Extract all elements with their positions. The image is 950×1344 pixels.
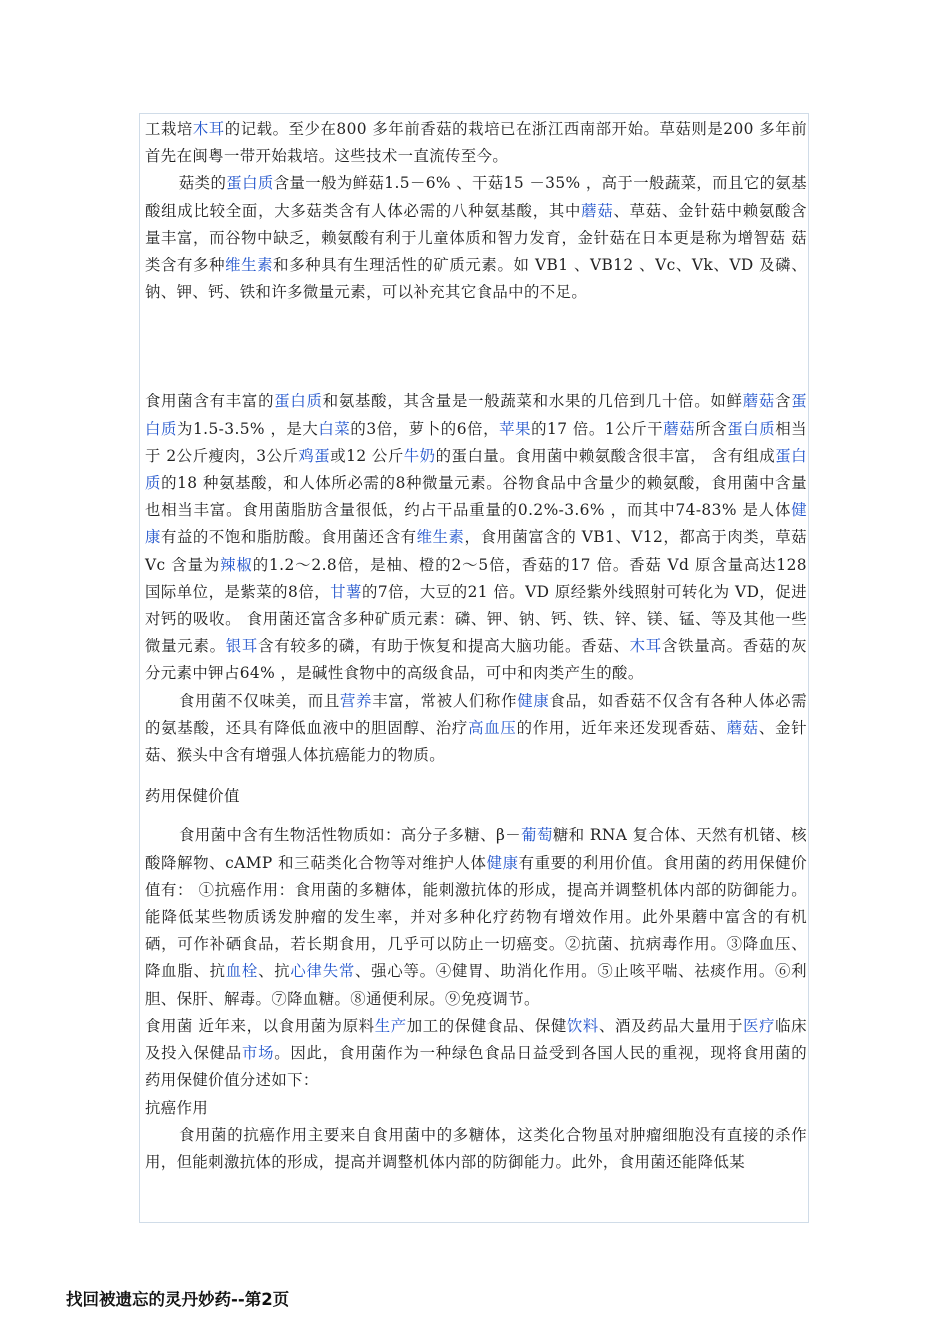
- section-heading: 抗癌作用: [145, 1098, 209, 1117]
- text-run: 的7倍，大豆的21 倍。VD 原经紫外线照射可转化为 VD，促进对钙的吸收。 食用菌还富含多种矿质元素：磷、钾、钠、钙、铁、锌、镁、锰、等及其他一些微量元素。: [145, 582, 807, 656]
- text-run: 的记载。至少在800 多年前香菇的栽培已在浙江西南部开始。草菇则是200 多年前首先在闽粤一带开始栽培。这些技术一直流传至今。: [145, 120, 807, 166]
- paragraph: [145, 1013, 807, 1095]
- inline-link[interactable]: 蘑菇: [663, 419, 696, 438]
- section-heading: 药用保健价值: [145, 787, 240, 806]
- inline-link[interactable]: 苹果: [499, 419, 532, 438]
- text-run: 含: [775, 392, 792, 411]
- text-run: 和氨基酸，其含量是一般蔬菜和水果的几倍到几十倍。如鲜: [322, 392, 743, 411]
- text-run: 食用菌不仅味美，而且: [178, 691, 341, 710]
- inline-link[interactable]: 健康: [145, 501, 807, 547]
- inline-link[interactable]: 蛋白质: [145, 446, 807, 493]
- text-run: 含量一般为鲜菇1.5－6% 、干菇15 －35% ，高于一般蔬菜，而且它的氨基酸组成比较全面，大多菇类含有人体必需的八种氨基酸，其中: [145, 174, 808, 220]
- paragraph: [145, 170, 807, 306]
- text-run: 丰富，常被人们称作: [372, 691, 518, 710]
- text-run: 和多种具有生理活性的矿质元素。如 VB1 、VB12 、Vc、Vk、VD 及磷、钠、钾、钙、铁和许多微量元素，可以补充其它食品中的不足。: [145, 256, 807, 302]
- text-run: 的17 倍。1公斤干: [531, 419, 664, 438]
- text-run: 食用菌 近年来，以食用菌为原料: [145, 1016, 375, 1035]
- text-run: 、酒及药品大量用于: [598, 1016, 744, 1035]
- text-run: 、抗: [258, 962, 291, 981]
- inline-link[interactable]: 甘薯: [330, 582, 362, 601]
- inline-link[interactable]: 蛋白质: [145, 392, 807, 438]
- paragraph: [145, 688, 807, 770]
- text-run: 、金针菇、猴头中含有增强人体抗癌能力的物质。: [145, 718, 807, 765]
- text-run: 菇类的: [178, 174, 227, 193]
- text-run: 含铁量高。香菇的灰分元素中钾占64% ，是碱性食物中的高级食品，可中和肉类产生的酸。: [145, 637, 807, 683]
- inline-link[interactable]: 牛奶: [403, 446, 436, 465]
- inline-link[interactable]: 木耳: [629, 637, 662, 656]
- text-run: 的蛋白量。食用菌中赖氨酸含很丰富， 含有组成: [435, 446, 776, 465]
- document-body: [145, 116, 807, 1176]
- inline-link[interactable]: 辣椒: [220, 555, 253, 574]
- text-run: 的18 种氨基酸，和人体所必需的8种微量元素。谷物食品中含量少的赖氨酸，食用菌中含量也相当丰富。食用菌脂肪含量很低，约占干品重量的0.2%-3.6% ，而其中74-83% 是人体: [145, 474, 807, 520]
- inline-link[interactable]: 维生素: [225, 256, 274, 275]
- inline-link[interactable]: 市场: [241, 1044, 275, 1063]
- text-run: 糖和 RNA 复合体、天然有机锗、核酸降解物、cAMP 和三萜类化合物等对维护人体: [145, 826, 807, 872]
- inline-link[interactable]: 蘑菇: [742, 392, 776, 411]
- text-run: 、强心等。④健胃、助消化作用。⑤止咳平喘、祛痰作用。⑥利胆、保肝、解毒。⑦降血糖。⑧通便利尿。⑨免疫调节。: [145, 962, 807, 1008]
- text-run: 加工的保健食品、保健: [406, 1016, 567, 1035]
- text-run: 为1.5-3.5% ，是大: [176, 419, 319, 438]
- text-run: 相当于 2公斤瘦肉，3公斤: [145, 419, 807, 465]
- inline-link[interactable]: 高血压: [468, 718, 517, 737]
- inline-link[interactable]: 蛋白质: [274, 392, 323, 411]
- inline-link[interactable]: 医疗: [743, 1016, 776, 1035]
- inline-link[interactable]: 营养: [340, 691, 373, 710]
- text-run: 有重要的利用价值。食用菌的药用保健价值有： ①抗癌作用：食用菌的多糖体，能刺激抗体的形成，提高并调整机体内部的防御能力。能降低某些物质诱发肿瘤的发生率，并对多种化疗药物有增效作用。此外果蘑中富含的有机硒，可作补硒食品，若长期食用，几乎可以防止一切癌变。②抗菌、抗病毒作用。③降血压、降血脂、抗: [145, 853, 807, 981]
- inline-link[interactable]: 木耳: [192, 120, 225, 138]
- text-run: 工栽培: [145, 120, 193, 138]
- text-run: 的作用，近年来还发现香菇、: [516, 718, 727, 737]
- inline-link[interactable]: 白菜: [318, 419, 351, 438]
- inline-link[interactable]: 蛋白质: [226, 174, 274, 193]
- spacer: [145, 810, 807, 822]
- text-run: 食用菌含有丰富的: [145, 392, 275, 411]
- inline-link[interactable]: 蘑菇: [581, 201, 614, 220]
- inline-link[interactable]: 鸡蛋: [298, 446, 331, 465]
- page-footer: 找回被遗忘的灵丹妙药--第2页: [66, 1290, 290, 1309]
- inline-link[interactable]: 血栓: [225, 962, 259, 981]
- text-run: 或12 公斤: [330, 446, 404, 465]
- text-run: 有益的不饱和脂肪酸。食用菌还含有: [160, 528, 417, 547]
- text-run: 所含: [695, 419, 728, 438]
- inline-link[interactable]: 心律失常: [290, 962, 356, 981]
- paragraph: [145, 1122, 807, 1176]
- text-run: 。因此，食用菌作为一种绿色食品日益受到各国人民的重视，现将食用菌的药用保健价值分述如下：: [145, 1044, 807, 1090]
- text-run: 含有较多的磷，有助于恢复和提高大脑功能。香菇、: [258, 637, 630, 656]
- text-run: 食用菌中含有生物活性物质如：高分子多糖、β－: [178, 826, 522, 845]
- paragraph: [145, 822, 807, 1012]
- inline-link[interactable]: 维生素: [416, 528, 465, 547]
- text-run: ，食用菌富含的 VB1、V12，都高于肉类，草菇 Vc 含量为: [145, 528, 807, 574]
- text-run: 食用菌的抗癌作用主要来自食用菌中的多糖体，这类化合物虽对肿瘤细胞没有直接的杀作用，但能刺激抗体的形成，提高并调整机体内部的防御能力。此外，食用菌还能降低某: [145, 1125, 807, 1171]
- inline-link[interactable]: 蛋白质: [727, 419, 776, 438]
- inline-link[interactable]: 饮料: [566, 1016, 599, 1035]
- inline-link[interactable]: 蘑菇: [726, 718, 759, 737]
- text-run: 食品，如香菇不仅含有各种人体必需的氨基酸，还具有降低血液中的胆固醇、治疗: [145, 691, 807, 737]
- text-run: 、草菇、金针菇中赖氨酸含量丰富，而谷物中缺乏，赖氨酸有利于儿童体质和智力发育，金针菇在日本更是称为增智菇 菇类含有多种: [145, 201, 807, 275]
- inline-link[interactable]: 健康: [486, 853, 519, 872]
- blank-space: [145, 306, 807, 388]
- inline-link[interactable]: 生产: [374, 1016, 407, 1035]
- paragraph: [145, 116, 807, 170]
- inline-link[interactable]: 健康: [517, 691, 550, 710]
- inline-link[interactable]: 葡萄: [521, 826, 553, 845]
- spacer: [145, 769, 807, 783]
- text-run: 临床及投入保健品: [145, 1016, 807, 1063]
- inline-link[interactable]: 银耳: [225, 637, 259, 656]
- paragraph: [145, 388, 807, 687]
- text-run: 的1.2～2.8倍，是柚、橙的2～5倍，香菇的17 倍。香菇 Vd 原含量高达128 国际单位，是紫菜的8倍，: [145, 555, 807, 601]
- text-run: 的3倍，萝卜的6倍，: [350, 419, 500, 438]
